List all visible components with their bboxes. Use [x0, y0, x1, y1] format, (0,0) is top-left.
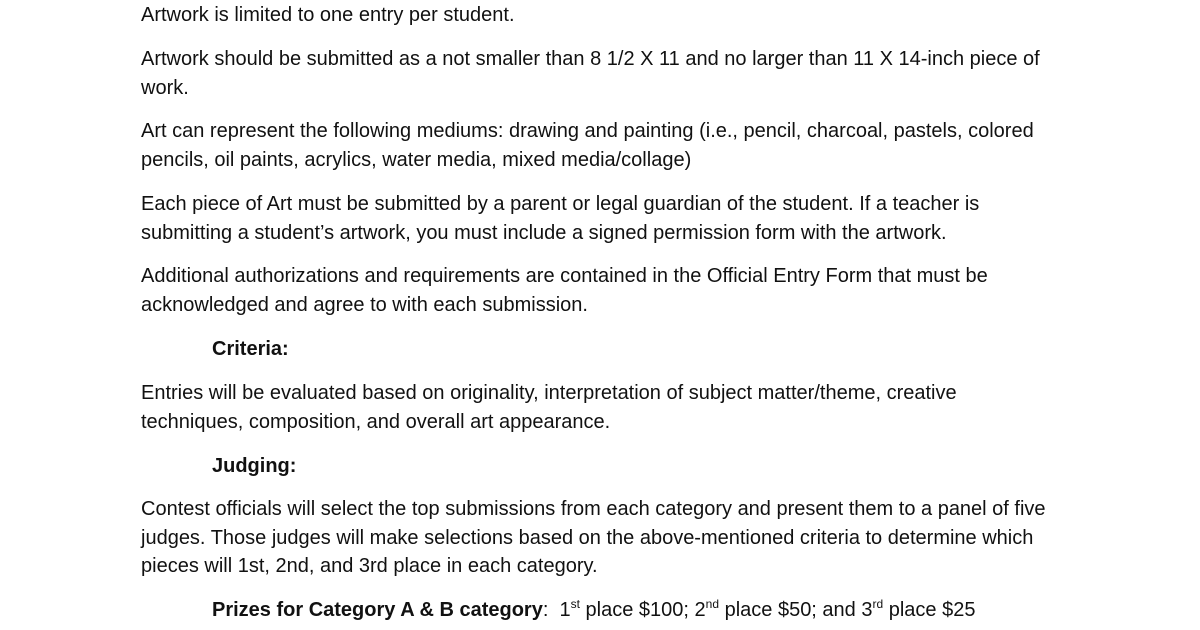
- heading-judging: Judging:: [212, 455, 297, 477]
- prizes-label: Prizes for Category A & B category: [212, 599, 543, 621]
- paragraph-judging: Contest officials will select the top submissions from each category and present them to a panel of five judges. Those judges will make selections based on the above-mentioned criteria to determine which pieces will 1st, 2nd, and 3rd place in each category.: [141, 498, 1046, 577]
- paragraph-size: Artwork should be submitted as a not smaller than 8 1/2 X 11 and no larger than 11 X 14-inch piece of work.: [141, 48, 1040, 99]
- prize-first-suffix: st: [570, 597, 580, 611]
- prize-second-text: place $50; and: [719, 599, 862, 621]
- prize-first-number: 1: [559, 599, 571, 621]
- paragraph-entry-limit: Artwork is limited to one entry per student.: [141, 4, 515, 26]
- paragraph-criteria: Entries will be evaluated based on originality, interpretation of subject matter/theme, creative techniques, composition, and overall art appearance.: [141, 382, 957, 433]
- paragraph-authorizations: Additional authorizations and requirements are contained in the Official Entry Form that must be acknowledged and agree to with each submission.: [141, 265, 988, 316]
- prizes-line: [212, 596, 975, 625]
- prize-second-number: 2: [694, 599, 706, 621]
- paragraph-mediums: Art can represent the following mediums: drawing and painting (i.e., pencil, charcoal, pastels, colored pencils, oil paints, acrylics, water media, mixed media/collage): [141, 120, 1034, 171]
- prizes-colon: :: [542, 599, 549, 621]
- prize-first-text: place $100;: [580, 599, 695, 621]
- prize-third-text: place $25: [883, 599, 976, 621]
- prize-second-suffix: nd: [705, 597, 720, 611]
- prize-third-number: 3: [861, 599, 873, 621]
- prize-third-suffix: rd: [872, 597, 884, 611]
- heading-criteria: Criteria:: [212, 338, 289, 360]
- paragraph-submission: Each piece of Art must be submitted by a parent or legal guardian of the student. If a teacher is submitting a student’s artwork, you must include a signed permission form with the artwork.: [141, 193, 980, 244]
